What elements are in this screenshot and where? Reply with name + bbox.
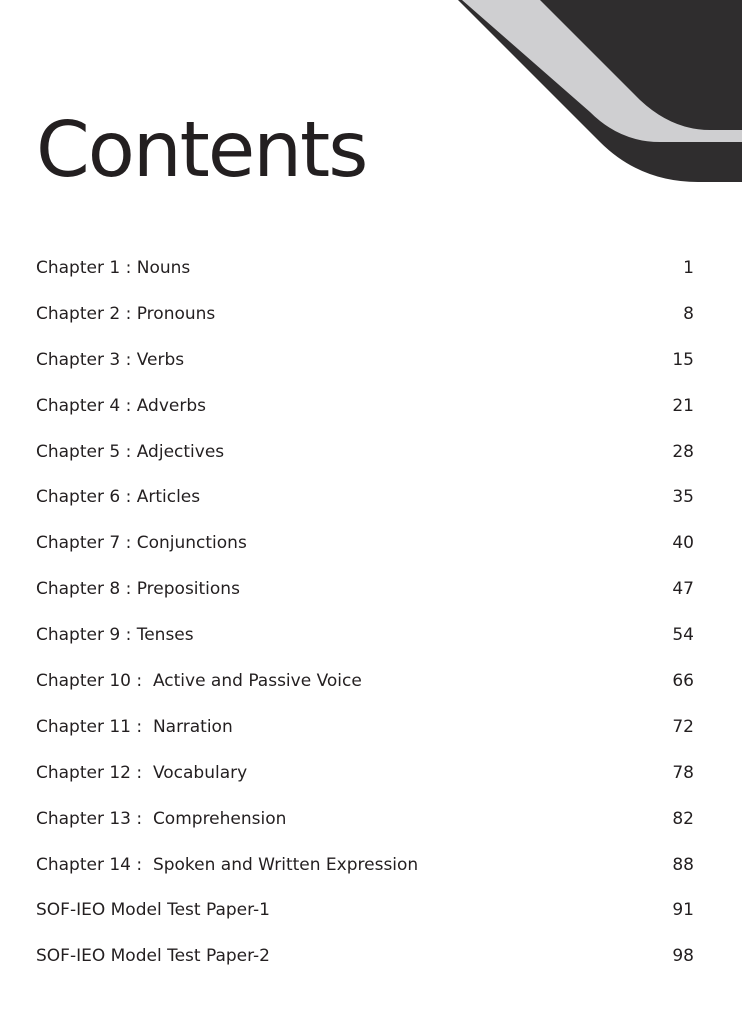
toc-list [36,245,694,979]
toc-entry [36,337,694,383]
toc-entry [36,887,694,933]
toc-entry [36,566,694,612]
toc-entry-label: SOF-IEO Model Test Paper-1 [36,900,270,921]
page-title: Contents [36,106,367,195]
toc-entry [36,383,694,429]
toc-entry-page: 91 [672,900,694,921]
toc-entry [36,704,694,750]
toc-entry-page: 98 [672,946,694,967]
toc-entry-page: 40 [672,533,694,554]
toc-entry [36,842,694,888]
toc-entry-label: Chapter 4 : Adverbs [36,395,206,416]
toc-entry [36,520,694,566]
toc-entry-label: Chapter 12 : Vocabulary [36,762,248,783]
toc-entry-page: 88 [672,854,694,875]
toc-entry-page: 1 [683,257,694,278]
toc-entry-label: Chapter 10 : Active and Passive Voice [36,670,362,691]
toc-entry [36,474,694,520]
toc-entry [36,429,694,475]
toc-entry-label: Chapter 2 : Pronouns [36,303,216,324]
toc-entry-label: Chapter 11 : Narration [36,716,233,737]
toc-entry-page: 8 [683,303,694,324]
toc-entry-page: 72 [672,716,694,737]
toc-entry-page: 66 [672,670,694,691]
toc-entry-label: Chapter 14 : Spoken and Written Expression [36,854,419,875]
toc-entry-page: 78 [672,762,694,783]
toc-entry-label: Chapter 3 : Verbs [36,349,185,370]
toc-entry-label: Chapter 5 : Adjectives [36,441,225,462]
toc-entry [36,750,694,796]
toc-entry-page: 54 [672,625,694,646]
toc-entry-page: 35 [672,487,694,508]
toc-entry [36,796,694,842]
toc-entry-page: 28 [672,441,694,462]
toc-entry-page: 47 [672,579,694,600]
toc-entry-label: Chapter 9 : Tenses [36,625,194,646]
toc-entry-page: 82 [672,808,694,829]
toc-entry [36,612,694,658]
toc-entry [36,658,694,704]
toc-entry-label: Chapter 7 : Conjunctions [36,533,247,554]
toc-entry [36,245,694,291]
toc-entry [36,933,694,979]
toc-entry-label: SOF-IEO Model Test Paper-2 [36,946,270,967]
toc-entry-page: 15 [672,349,694,370]
toc-entry-label: Chapter 1 : Nouns [36,257,191,278]
toc-entry-label: Chapter 8 : Prepositions [36,579,240,600]
toc-entry [36,291,694,337]
toc-entry-label: Chapter 13 : Comprehension [36,808,287,829]
toc-entry-page: 21 [672,395,694,416]
toc-entry-label: Chapter 6 : Articles [36,487,201,508]
